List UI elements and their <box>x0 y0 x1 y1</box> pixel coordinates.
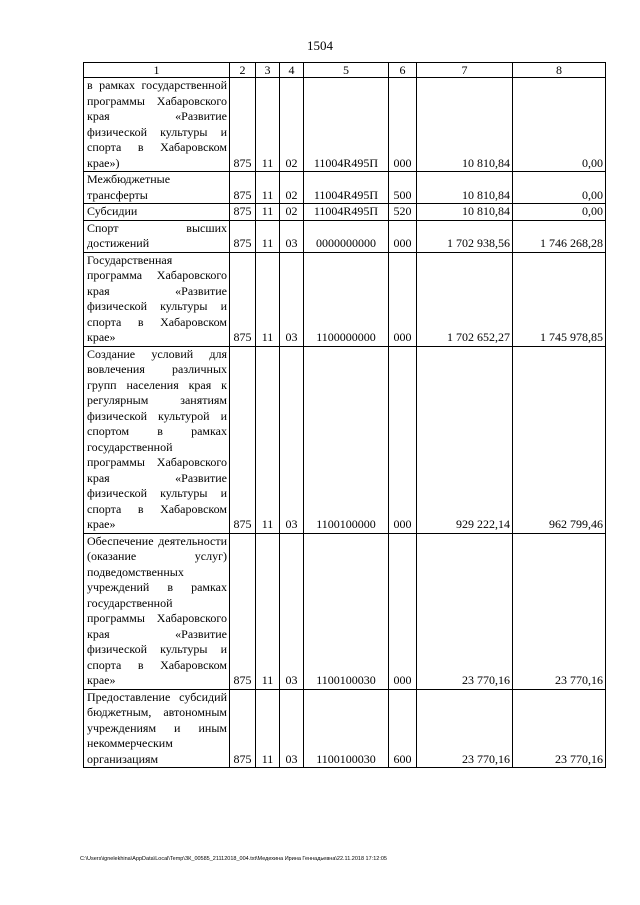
row-amount-1: 10 810,84 <box>417 204 513 221</box>
footer-file-path: C:\Users\ignelekhina\AppData\Local\Temp\ЗК_00585_21112018_004.txt\Медехина Ирина Геннадьевна\22.11.2018 17:12:05 <box>80 856 387 862</box>
row-code-target: 1100100000 <box>304 346 389 533</box>
row-code-subsection: 02 <box>280 78 304 172</box>
row-code-target: 11004R495П <box>304 204 389 221</box>
row-name: Обеспечение деятельности (оказание услуг) подведомственных учреждений в рамках государственной программы Хабаровского края «Развитие физической культуры и спорта в Хабаровском крае» <box>84 533 230 689</box>
row-code-expense-type: 600 <box>389 689 417 768</box>
table-row <box>84 252 606 346</box>
row-code-ministry: 875 <box>230 78 256 172</box>
header-cell-6: 6 <box>389 63 417 78</box>
row-code-expense-type: 000 <box>389 252 417 346</box>
row-amount-2: 0,00 <box>513 78 606 172</box>
row-code-target: 1100000000 <box>304 252 389 346</box>
header-cell-4: 4 <box>280 63 304 78</box>
row-amount-1: 10 810,84 <box>417 172 513 204</box>
row-amount-1: 23 770,16 <box>417 533 513 689</box>
row-code-subsection: 03 <box>280 252 304 346</box>
row-code-ministry: 875 <box>230 204 256 221</box>
row-name: Межбюджетные трансферты <box>84 172 230 204</box>
row-amount-1: 1 702 652,27 <box>417 252 513 346</box>
row-name: Предоставление субсидий бюджетным, автономным учреждениям и иным некоммерческим организациям <box>84 689 230 768</box>
row-code-subsection: 03 <box>280 220 304 252</box>
header-row <box>84 63 606 78</box>
row-code-section: 11 <box>256 172 280 204</box>
row-code-subsection: 03 <box>280 689 304 768</box>
row-code-ministry: 875 <box>230 252 256 346</box>
row-code-expense-type: 000 <box>389 346 417 533</box>
row-amount-1: 929 222,14 <box>417 346 513 533</box>
header-cell-7: 7 <box>417 63 513 78</box>
row-code-section: 11 <box>256 533 280 689</box>
row-code-target: 11004R495П <box>304 172 389 204</box>
row-code-expense-type: 000 <box>389 533 417 689</box>
row-amount-1: 1 702 938,56 <box>417 220 513 252</box>
row-name: Государственная программа Хабаровского края «Развитие физической культуры и спорта в Хабаровском крае» <box>84 252 230 346</box>
header-cell-3: 3 <box>256 63 280 78</box>
header-cell-1: 1 <box>84 63 230 78</box>
row-code-section: 11 <box>256 204 280 221</box>
row-code-section: 11 <box>256 78 280 172</box>
table-row <box>84 172 606 204</box>
row-code-subsection: 02 <box>280 204 304 221</box>
row-code-ministry: 875 <box>230 172 256 204</box>
row-amount-2: 0,00 <box>513 172 606 204</box>
table-row <box>84 533 606 689</box>
budget-table <box>83 62 606 768</box>
row-code-subsection: 03 <box>280 533 304 689</box>
row-code-ministry: 875 <box>230 220 256 252</box>
row-name: Создание условий для вовлечения различных групп населения края к регулярным занятиям физической культурой и спортом в рамках государственной программы Хабаровского края «Развитие физической культуры и спорта в Хабаровском крае» <box>84 346 230 533</box>
row-code-section: 11 <box>256 346 280 533</box>
table-row <box>84 220 606 252</box>
row-code-target: 1100100030 <box>304 533 389 689</box>
table-row <box>84 689 606 768</box>
row-code-expense-type: 000 <box>389 220 417 252</box>
header-cell-8: 8 <box>513 63 606 78</box>
row-code-ministry: 875 <box>230 689 256 768</box>
row-amount-2: 23 770,16 <box>513 689 606 768</box>
row-amount-2: 23 770,16 <box>513 533 606 689</box>
row-code-expense-type: 520 <box>389 204 417 221</box>
row-amount-2: 0,00 <box>513 204 606 221</box>
row-amount-2: 1 745 978,85 <box>513 252 606 346</box>
row-code-target: 11004R495П <box>304 78 389 172</box>
row-code-expense-type: 000 <box>389 78 417 172</box>
header-cell-2: 2 <box>230 63 256 78</box>
row-amount-1: 23 770,16 <box>417 689 513 768</box>
row-code-expense-type: 500 <box>389 172 417 204</box>
table-row <box>84 78 606 172</box>
table-body <box>84 63 606 768</box>
row-code-section: 11 <box>256 252 280 346</box>
row-code-subsection: 03 <box>280 346 304 533</box>
row-code-ministry: 875 <box>230 346 256 533</box>
row-name: Спорт высших достижений <box>84 220 230 252</box>
row-code-section: 11 <box>256 689 280 768</box>
row-name: Субсидии <box>84 204 230 221</box>
row-code-ministry: 875 <box>230 533 256 689</box>
header-cell-5: 5 <box>304 63 389 78</box>
row-amount-2: 1 746 268,28 <box>513 220 606 252</box>
row-code-target: 1100100030 <box>304 689 389 768</box>
page-number: 1504 <box>307 38 333 53</box>
row-amount-1: 10 810,84 <box>417 78 513 172</box>
row-code-target: 0000000000 <box>304 220 389 252</box>
row-code-section: 11 <box>256 220 280 252</box>
row-code-subsection: 02 <box>280 172 304 204</box>
table-row <box>84 346 606 533</box>
row-name: в рамках государственной программы Хабаровского края «Развитие физической культуры и спорта в Хабаровском крае») <box>84 78 230 172</box>
table-row <box>84 204 606 221</box>
row-amount-2: 962 799,46 <box>513 346 606 533</box>
